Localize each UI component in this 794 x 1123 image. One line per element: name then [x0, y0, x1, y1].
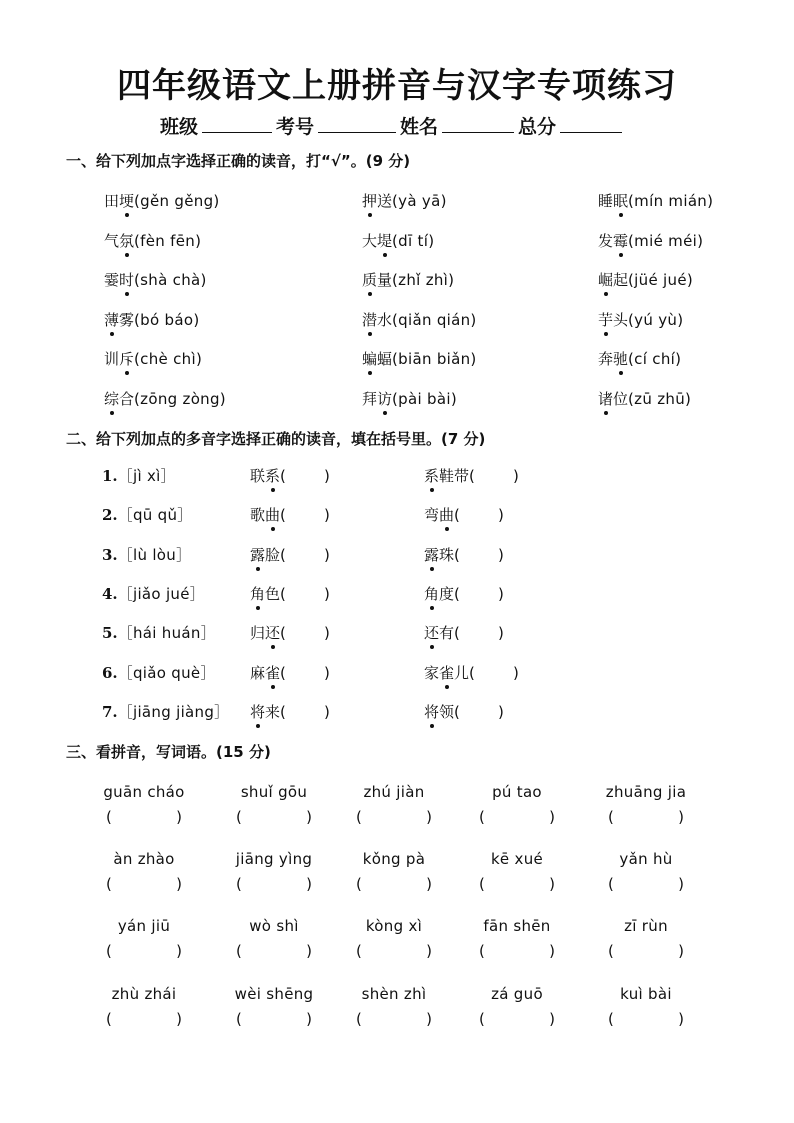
polyphone-word-item [250, 583, 330, 604]
polyphone-pinyin-label [102, 504, 193, 525]
section2-heading: 二、给下列加点的多音字选择正确的读音，填在括号里。(7 分) [66, 430, 486, 448]
answer-bracket[interactable] [236, 1010, 312, 1028]
pinyin-options: (dī tí) [392, 231, 435, 250]
pinyin-prompt: zhù zhái [111, 985, 177, 1003]
polyphone-word [250, 664, 280, 682]
pinyin-prompt: yǎn hù [619, 850, 673, 868]
answer-bracket[interactable] [106, 875, 182, 893]
polyphone-pinyin-label [102, 583, 205, 604]
reading-choice-item [362, 388, 457, 409]
polyphone-word-item [424, 583, 504, 604]
pinyin-options: (pài bài) [392, 389, 457, 408]
pinyin-prompt: zī rùn [624, 917, 668, 935]
bracket-open: ( [479, 808, 485, 826]
info-label: 姓名 [400, 116, 439, 138]
bracket-close: ) [678, 942, 684, 960]
polyphone-pinyin-label [102, 622, 216, 643]
pinyin-prompt: kē xué [490, 850, 544, 868]
dotted-char: 斥 [119, 350, 135, 368]
word-char: 田 [104, 192, 120, 210]
dotted-char: 雀 [439, 663, 455, 682]
answer-bracket[interactable] [608, 1010, 684, 1028]
polyphone-word [250, 467, 280, 485]
pinyin-prompt: àn zhào [113, 850, 175, 868]
word-char: 起 [613, 271, 629, 289]
pinyin-options: (yú yù) [628, 310, 684, 329]
word-char: 鞋带 [439, 467, 470, 485]
bracket-close: ) [426, 942, 432, 960]
reading-choice-item [104, 190, 220, 211]
polyphone-word [250, 703, 280, 721]
info-field-2 [400, 112, 518, 139]
answer-bracket[interactable]: ( ) [469, 467, 519, 485]
polyphone-word [424, 624, 454, 642]
word-char: 麻 [250, 663, 266, 682]
reading-choice-item [104, 269, 207, 290]
item-number: 2. [102, 506, 118, 525]
bracket-open: ( [106, 1010, 112, 1028]
word-char: 有 [439, 624, 455, 643]
bracket-open: ( [356, 942, 362, 960]
word-char: 霎 [104, 271, 120, 289]
reading-choice-item [104, 230, 201, 251]
dotted-char: 曲 [265, 506, 281, 525]
reading-choice-item [362, 190, 447, 211]
info-blank-line[interactable] [442, 114, 514, 133]
polyphone-word [424, 467, 469, 485]
dotted-char: 角 [250, 584, 266, 603]
word-char: 气 [104, 231, 120, 250]
polyphone-word-item [250, 701, 330, 722]
info-blank-line[interactable] [202, 114, 272, 133]
polyphone-word-item [424, 544, 504, 565]
answer-bracket[interactable] [106, 942, 182, 960]
pinyin-options: ［hái huán］ [117, 624, 217, 643]
polyphone-pinyin-label [102, 662, 216, 683]
bracket-close: ) [549, 1010, 555, 1028]
pinyin-options: (mín mián) [628, 192, 714, 210]
word-char: 歌 [250, 506, 266, 525]
pinyin-prompt: yán jiū [117, 917, 171, 935]
word-char: 色 [265, 584, 281, 603]
item-number: 6. [102, 663, 118, 682]
bracket-open: ( [608, 942, 614, 960]
reading-choice-item [362, 230, 434, 251]
choice-word [104, 311, 134, 329]
reading-choice-item [598, 309, 683, 330]
choice-word [598, 192, 628, 210]
answer-bracket[interactable] [479, 942, 555, 960]
bracket-open: ( [608, 875, 614, 893]
bracket-close: ) [176, 808, 182, 826]
polyphone-word-item [424, 662, 519, 683]
bracket-close: ) [678, 808, 684, 826]
dotted-char: 氛 [119, 231, 135, 250]
answer-bracket[interactable] [356, 808, 432, 826]
bracket-open: ( [106, 942, 112, 960]
answer-bracket[interactable] [106, 1010, 182, 1028]
answer-bracket[interactable]: ( ) [280, 545, 330, 564]
polyphone-word-item [250, 465, 330, 486]
info-blank-line[interactable] [560, 114, 622, 133]
dotted-char: 诸 [598, 389, 614, 408]
bracket-open: ( [236, 942, 242, 960]
info-field-3 [518, 112, 626, 139]
dotted-char: 堤 [377, 231, 393, 250]
reading-choice-item [362, 348, 477, 369]
answer-bracket[interactable]: ( ) [280, 584, 330, 603]
info-field-1 [276, 112, 400, 139]
answer-bracket[interactable]: ( ) [454, 506, 504, 525]
dotted-char: 潜 [362, 310, 378, 329]
bracket-open: ( [479, 875, 485, 893]
choice-word [362, 311, 392, 329]
choice-word [598, 390, 628, 408]
bracket-open: ( [479, 1010, 485, 1028]
item-number: 3. [102, 545, 118, 564]
word-char: 脸 [265, 545, 281, 564]
word-char: 雾 [119, 310, 135, 329]
item-number: 5. [102, 624, 118, 643]
word-char: 度 [439, 584, 455, 603]
pinyin-prompt: shuǐ gōu [240, 783, 308, 801]
polyphone-word-item [424, 701, 504, 722]
bracket-close: ) [678, 1010, 684, 1028]
dotted-char: 露 [424, 545, 440, 564]
answer-bracket[interactable]: ( ) [454, 545, 504, 564]
bracket-close: ) [549, 875, 555, 893]
word-char: 联 [250, 467, 266, 485]
bracket-close: ) [426, 1010, 432, 1028]
section3-heading: 三、看拼音，写词语。(15 分) [66, 743, 271, 761]
reading-choice-item [104, 348, 202, 369]
polyphone-word [250, 506, 280, 524]
pinyin-prompt: kòng xì [365, 917, 423, 935]
reading-choice-item [598, 388, 691, 409]
pinyin-options: (qiǎn qián) [392, 310, 477, 329]
polyphone-word [250, 624, 280, 642]
word-char: 训 [104, 350, 120, 368]
word-char: 拜 [362, 389, 378, 408]
word-char: 归 [250, 624, 266, 643]
answer-bracket[interactable] [479, 808, 555, 826]
choice-word [104, 192, 134, 210]
word-char: 发 [598, 231, 614, 250]
dotted-char: 还 [265, 624, 281, 643]
bracket-open: ( [356, 1010, 362, 1028]
word-char: 珠 [439, 545, 455, 564]
bracket-open: ( [106, 808, 112, 826]
word-char: 量 [377, 271, 393, 289]
pinyin-options: ［lù lòu］ [117, 545, 192, 564]
reading-choice-item [362, 269, 454, 290]
polyphone-word-item [250, 662, 330, 683]
polyphone-pinyin-label [102, 544, 191, 565]
polyphone-word-item [424, 622, 504, 643]
pinyin-prompt: jiāng yìng [235, 850, 313, 868]
bracket-close: ) [306, 1010, 312, 1028]
item-number: 1. [102, 467, 118, 485]
polyphone-word [250, 585, 280, 603]
bracket-open: ( [356, 808, 362, 826]
dotted-char: 角 [424, 584, 440, 603]
pinyin-options: (yà yā) [392, 192, 447, 210]
word-char: 奔 [598, 350, 614, 368]
pinyin-options: (zū zhū) [628, 389, 692, 408]
dotted-char: 将 [250, 702, 266, 721]
bracket-close: ) [176, 942, 182, 960]
choice-word [104, 271, 134, 289]
dotted-char: 雀 [265, 663, 281, 682]
reading-choice-item [598, 230, 703, 251]
info-label: 班级 [160, 116, 199, 138]
bracket-close: ) [549, 808, 555, 826]
answer-bracket[interactable]: ( ) [280, 506, 330, 525]
polyphone-word [424, 703, 454, 721]
bracket-close: ) [549, 942, 555, 960]
dotted-char: 埂 [119, 192, 135, 210]
pinyin-prompt: kuì bài [620, 985, 672, 1003]
pinyin-prompt: zá guō [491, 985, 543, 1003]
reading-choice-item [598, 269, 693, 290]
answer-bracket[interactable]: ( ) [280, 624, 330, 643]
pinyin-options: ［jiāng jiàng］ [117, 702, 230, 721]
polyphone-word [424, 664, 469, 682]
dotted-char: 综 [104, 389, 120, 408]
pinyin-prompt: zhú jiàn [363, 783, 425, 801]
answer-bracket[interactable] [236, 808, 312, 826]
bracket-open: ( [479, 942, 485, 960]
answer-bracket[interactable] [479, 1010, 555, 1028]
pinyin-options: (zhǐ zhì) [392, 271, 455, 289]
choice-word [104, 232, 134, 250]
polyphone-word-item [250, 504, 330, 525]
pinyin-prompt: zhuāng jia [605, 783, 687, 801]
word-char: 位 [613, 389, 629, 408]
dotted-char: 质 [362, 271, 378, 289]
pinyin-options: (bó báo) [134, 310, 200, 329]
answer-bracket[interactable]: ( ) [454, 584, 504, 603]
info-blank-line[interactable] [318, 114, 396, 133]
info-label: 考号 [276, 116, 315, 138]
answer-bracket[interactable] [106, 808, 182, 826]
dotted-char: 曲 [439, 506, 455, 525]
pinyin-options: (chè chì) [134, 350, 203, 368]
choice-word [104, 350, 134, 368]
pinyin-prompt: fān shēn [483, 917, 551, 935]
student-info-row [160, 112, 626, 139]
answer-bracket[interactable]: ( ) [469, 663, 519, 682]
answer-bracket[interactable] [356, 942, 432, 960]
dotted-char: 访 [377, 389, 393, 408]
pinyin-options: ［qiǎo què］ [117, 663, 216, 682]
answer-bracket[interactable]: ( ) [280, 663, 330, 682]
answer-bracket[interactable]: ( ) [454, 624, 504, 643]
pinyin-options: ［jì xì］ [117, 467, 176, 485]
pinyin-options: (jüé jué) [628, 271, 694, 289]
reading-choice-item [598, 348, 681, 369]
word-char: 水 [377, 310, 393, 329]
choice-word [104, 390, 134, 408]
pinyin-options: (fèn fēn) [134, 231, 202, 250]
pinyin-prompt: guān cháo [103, 783, 185, 801]
choice-word [598, 350, 628, 368]
answer-bracket[interactable]: ( ) [280, 702, 330, 721]
dotted-char: 系 [265, 467, 281, 485]
word-char: 大 [362, 231, 378, 250]
pinyin-prompt: wò shì [249, 917, 299, 935]
polyphone-word-item [250, 622, 330, 643]
bracket-close: ) [426, 875, 432, 893]
choice-word [362, 271, 392, 289]
bracket-open: ( [356, 875, 362, 893]
choice-word [598, 232, 628, 250]
choice-word [598, 271, 628, 289]
polyphone-word-item [250, 544, 330, 565]
polyphone-word-item [424, 465, 519, 486]
word-char: 睡 [598, 192, 614, 210]
item-number: 4. [102, 584, 118, 603]
dotted-char: 霉 [613, 231, 629, 250]
polyphone-word [250, 546, 280, 564]
word-char: 儿 [454, 663, 470, 682]
word-char: 家 [424, 663, 440, 682]
info-field-0 [160, 112, 276, 139]
pinyin-prompt: pú tao [492, 783, 542, 801]
answer-bracket[interactable]: ( ) [280, 467, 330, 485]
bracket-close: ) [176, 875, 182, 893]
pinyin-options: (mié méi) [628, 231, 704, 250]
bracket-close: ) [306, 942, 312, 960]
polyphone-word [424, 546, 454, 564]
dotted-char: 将 [424, 702, 440, 721]
answer-bracket[interactable] [236, 942, 312, 960]
pinyin-options: ［qū qǔ］ [117, 506, 193, 525]
bracket-open: ( [236, 1010, 242, 1028]
pinyin-options: (zōng zòng) [134, 389, 226, 408]
reading-choice-item [362, 309, 477, 330]
word-char: 头 [613, 310, 629, 329]
polyphone-word [424, 585, 454, 603]
page-title: 四年级语文上册拼音与汉字专项练习 [117, 66, 677, 106]
dotted-char: 薄 [104, 310, 120, 329]
answer-bracket[interactable] [608, 942, 684, 960]
pinyin-prompt: wèi shēng [234, 985, 314, 1003]
answer-bracket[interactable] [479, 875, 555, 893]
polyphone-word [424, 506, 454, 524]
dotted-char: 露 [250, 545, 266, 564]
reading-choice-item [104, 388, 226, 409]
info-label: 总分 [518, 116, 557, 138]
pinyin-options: (shà chà) [134, 271, 207, 289]
reading-choice-item [598, 190, 713, 211]
bracket-close: ) [678, 875, 684, 893]
dotted-char: 眠 [613, 192, 629, 210]
pinyin-options: (gěn gěng) [134, 192, 220, 210]
pinyin-prompt: kǒng pà [362, 850, 426, 868]
polyphone-pinyin-label [102, 701, 229, 722]
bracket-close: ) [306, 808, 312, 826]
item-number: 7. [102, 702, 118, 721]
dotted-char: 芋 [598, 310, 614, 329]
answer-bracket[interactable]: ( ) [454, 702, 504, 721]
polyphone-pinyin-label [102, 465, 176, 486]
bracket-open: ( [608, 808, 614, 826]
answer-bracket[interactable] [356, 875, 432, 893]
answer-bracket[interactable] [236, 875, 312, 893]
bracket-close: ) [426, 808, 432, 826]
dotted-char: 还 [424, 624, 440, 643]
dotted-char: 驰 [613, 350, 629, 368]
dotted-char: 时 [119, 271, 135, 289]
section1-heading: 一、给下列加点字选择正确的读音，打“√”。(9 分) [66, 152, 411, 170]
word-char: 合 [119, 389, 135, 408]
word-char: 来 [265, 702, 281, 721]
dotted-char: 蝙 [362, 350, 378, 368]
dotted-char: 系 [424, 467, 440, 485]
pinyin-options: (biān biǎn) [392, 350, 477, 368]
bracket-open: ( [106, 875, 112, 893]
choice-word [362, 232, 392, 250]
pinyin-options: ［jiǎo jué］ [117, 584, 206, 603]
word-char: 送 [377, 192, 393, 210]
pinyin-options: (cí chí) [628, 350, 682, 368]
word-char: 领 [439, 702, 455, 721]
bracket-close: ) [176, 1010, 182, 1028]
bracket-open: ( [236, 808, 242, 826]
choice-word [598, 311, 628, 329]
bracket-open: ( [608, 1010, 614, 1028]
pinyin-prompt: shèn zhì [361, 985, 427, 1003]
bracket-open: ( [236, 875, 242, 893]
choice-word [362, 192, 392, 210]
dotted-char: 崛 [598, 271, 614, 289]
reading-choice-item [104, 309, 200, 330]
word-char: 蝠 [377, 350, 393, 368]
answer-bracket[interactable] [608, 808, 684, 826]
choice-word [362, 390, 392, 408]
answer-bracket[interactable] [608, 875, 684, 893]
polyphone-word-item [424, 504, 504, 525]
dotted-char: 押 [362, 192, 378, 210]
choice-word [362, 350, 392, 368]
bracket-close: ) [306, 875, 312, 893]
word-char: 弯 [424, 506, 440, 525]
answer-bracket[interactable] [356, 1010, 432, 1028]
